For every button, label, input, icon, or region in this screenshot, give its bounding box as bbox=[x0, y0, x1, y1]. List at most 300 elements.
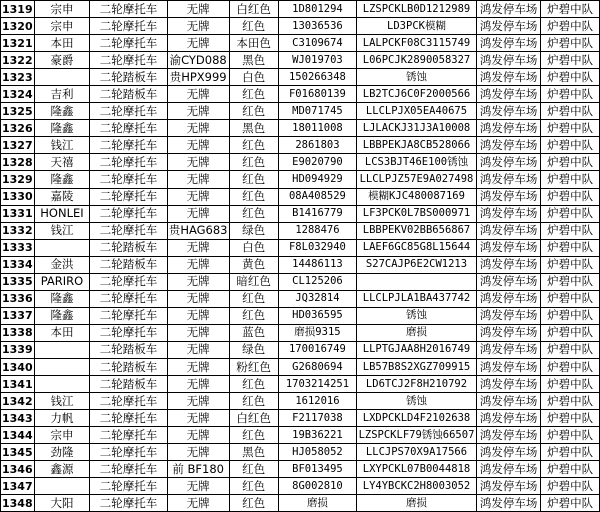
cell-row-number: 1339 bbox=[1, 341, 35, 358]
cell-parking-lot: 鸿发停车场 bbox=[476, 410, 540, 427]
cell-color: 红色 bbox=[229, 154, 278, 171]
cell-parking-lot: 鸿发停车场 bbox=[476, 495, 540, 512]
cell-plate: 无牌 bbox=[167, 171, 229, 188]
cell-brand: 钱江 bbox=[34, 137, 90, 154]
cell-engine-number: 8G002810 bbox=[278, 478, 356, 495]
cell-frame-number: LXYPCKL07B0044818 bbox=[357, 461, 477, 478]
cell-row-number: 1331 bbox=[1, 205, 35, 222]
table-row bbox=[1, 35, 600, 52]
cell-parking-lot: 鸿发停车场 bbox=[476, 120, 540, 137]
cell-color: 红色 bbox=[229, 188, 278, 205]
cell-row-number: 1346 bbox=[1, 461, 35, 478]
cell-unit: 炉碧中队 bbox=[541, 86, 600, 103]
cell-parking-lot: 鸿发停车场 bbox=[476, 222, 540, 239]
cell-engine-number: CL125206 bbox=[278, 273, 356, 290]
cell-frame-number: L06PCJK2890058327 bbox=[357, 52, 477, 69]
cell-vehicle-type: 二轮踏板车 bbox=[90, 69, 168, 86]
cell-unit: 炉碧中队 bbox=[541, 410, 600, 427]
cell-vehicle-type: 二轮摩托车 bbox=[90, 1, 168, 18]
cell-vehicle-type: 二轮摩托车 bbox=[90, 495, 168, 512]
cell-row-number: 1345 bbox=[1, 444, 35, 461]
cell-frame-number: 锈蚀 bbox=[357, 307, 477, 324]
table-row bbox=[1, 410, 600, 427]
cell-engine-number: HD094929 bbox=[278, 171, 356, 188]
cell-brand bbox=[34, 239, 90, 256]
cell-frame-number: LLCLPJX05EA40675 bbox=[357, 103, 477, 120]
cell-parking-lot: 鸿发停车场 bbox=[476, 137, 540, 154]
cell-vehicle-type: 二轮摩托车 bbox=[90, 410, 168, 427]
cell-unit: 炉碧中队 bbox=[541, 461, 600, 478]
cell-unit: 炉碧中队 bbox=[541, 154, 600, 171]
cell-color: 红色 bbox=[229, 18, 278, 35]
cell-vehicle-type: 二轮踏板车 bbox=[90, 239, 168, 256]
cell-row-number: 1323 bbox=[1, 69, 35, 86]
cell-engine-number: 1D801294 bbox=[278, 1, 356, 18]
cell-parking-lot: 鸿发停车场 bbox=[476, 427, 540, 444]
cell-engine-number: 1703214251 bbox=[278, 376, 356, 393]
cell-plate: 无牌 bbox=[167, 18, 229, 35]
cell-parking-lot: 鸿发停车场 bbox=[476, 86, 540, 103]
cell-vehicle-type: 二轮摩托车 bbox=[90, 273, 168, 290]
cell-row-number: 1342 bbox=[1, 393, 35, 410]
cell-vehicle-type: 二轮摩托车 bbox=[90, 290, 168, 307]
cell-parking-lot: 鸿发停车场 bbox=[476, 324, 540, 341]
cell-color: 黑色 bbox=[229, 52, 278, 69]
table-row bbox=[1, 205, 600, 222]
cell-brand bbox=[34, 69, 90, 86]
cell-brand: 金洪 bbox=[34, 256, 90, 273]
cell-engine-number: 1288476 bbox=[278, 222, 356, 239]
cell-color: 红色 bbox=[229, 427, 278, 444]
table-row bbox=[1, 52, 600, 69]
cell-frame-number: 锈蚀 bbox=[357, 69, 477, 86]
table-row bbox=[1, 154, 600, 171]
cell-unit: 炉碧中队 bbox=[541, 188, 600, 205]
cell-engine-number: 19B36221 bbox=[278, 427, 356, 444]
cell-plate: 无牌 bbox=[167, 239, 229, 256]
cell-parking-lot: 鸿发停车场 bbox=[476, 1, 540, 18]
cell-unit: 炉碧中队 bbox=[541, 290, 600, 307]
cell-brand: HONLEI bbox=[34, 205, 90, 222]
cell-parking-lot: 鸿发停车场 bbox=[476, 376, 540, 393]
cell-brand: PARIRO bbox=[34, 273, 90, 290]
cell-parking-lot: 鸿发停车场 bbox=[476, 103, 540, 120]
cell-row-number: 1335 bbox=[1, 273, 35, 290]
cell-plate: 前 BF180 bbox=[167, 461, 229, 478]
cell-plate: 无牌 bbox=[167, 120, 229, 137]
cell-frame-number: LXDPCKLD4F2102638 bbox=[357, 410, 477, 427]
cell-parking-lot: 鸿发停车场 bbox=[476, 35, 540, 52]
cell-vehicle-type: 二轮摩托车 bbox=[90, 307, 168, 324]
cell-plate: 无牌 bbox=[167, 137, 229, 154]
cell-plate: 无牌 bbox=[167, 35, 229, 52]
cell-color: 红色 bbox=[229, 478, 278, 495]
cell-vehicle-type: 二轮摩托车 bbox=[90, 324, 168, 341]
cell-color: 红色 bbox=[229, 290, 278, 307]
cell-color: 红色 bbox=[229, 171, 278, 188]
cell-parking-lot: 鸿发停车场 bbox=[476, 444, 540, 461]
cell-color: 蓝色 bbox=[229, 324, 278, 341]
cell-engine-number: G2680694 bbox=[278, 358, 356, 375]
table-row bbox=[1, 307, 600, 324]
cell-vehicle-type: 二轮摩托车 bbox=[90, 444, 168, 461]
cell-engine-number: E9020790 bbox=[278, 154, 356, 171]
cell-row-number: 1320 bbox=[1, 18, 35, 35]
table-row bbox=[1, 171, 600, 188]
cell-vehicle-type: 二轮踏板车 bbox=[90, 86, 168, 103]
cell-unit: 炉碧中队 bbox=[541, 18, 600, 35]
table-row bbox=[1, 358, 600, 375]
table-row bbox=[1, 495, 600, 512]
cell-frame-number: 磨损 bbox=[357, 324, 477, 341]
table-row bbox=[1, 103, 600, 120]
cell-plate: 无牌 bbox=[167, 103, 229, 120]
table-row bbox=[1, 256, 600, 273]
table-row bbox=[1, 444, 600, 461]
cell-vehicle-type: 二轮踏板车 bbox=[90, 358, 168, 375]
table-row bbox=[1, 461, 600, 478]
cell-color: 红色 bbox=[229, 86, 278, 103]
cell-brand: 吉利 bbox=[34, 86, 90, 103]
cell-vehicle-type: 二轮摩托车 bbox=[90, 137, 168, 154]
cell-parking-lot: 鸿发停车场 bbox=[476, 358, 540, 375]
cell-vehicle-type: 二轮摩托车 bbox=[90, 461, 168, 478]
cell-brand bbox=[34, 341, 90, 358]
cell-plate: 无牌 bbox=[167, 188, 229, 205]
cell-row-number: 1319 bbox=[1, 1, 35, 18]
cell-unit: 炉碧中队 bbox=[541, 358, 600, 375]
cell-parking-lot: 鸿发停车场 bbox=[476, 69, 540, 86]
cell-engine-number: 磨损 bbox=[278, 495, 356, 512]
cell-vehicle-type: 二轮摩托车 bbox=[90, 205, 168, 222]
cell-vehicle-type: 二轮摩托车 bbox=[90, 35, 168, 52]
cell-unit: 炉碧中队 bbox=[541, 69, 600, 86]
cell-color: 白红色 bbox=[229, 1, 278, 18]
cell-brand bbox=[34, 358, 90, 375]
table-row bbox=[1, 137, 600, 154]
cell-frame-number: LLPTGJAA8H2016749 bbox=[357, 341, 477, 358]
cell-plate: 无牌 bbox=[167, 205, 229, 222]
cell-row-number: 1347 bbox=[1, 478, 35, 495]
cell-row-number: 1344 bbox=[1, 427, 35, 444]
cell-unit: 炉碧中队 bbox=[541, 205, 600, 222]
cell-unit: 炉碧中队 bbox=[541, 273, 600, 290]
cell-engine-number: BF013495 bbox=[278, 461, 356, 478]
cell-brand: 力帆 bbox=[34, 410, 90, 427]
cell-parking-lot: 鸿发停车场 bbox=[476, 154, 540, 171]
cell-brand: 鑫源 bbox=[34, 461, 90, 478]
cell-plate: 无牌 bbox=[167, 444, 229, 461]
cell-frame-number: S27CAJP6E2CW1213 bbox=[357, 256, 477, 273]
cell-brand: 宗申 bbox=[34, 1, 90, 18]
cell-vehicle-type: 二轮摩托车 bbox=[90, 18, 168, 35]
cell-color: 黑色 bbox=[229, 444, 278, 461]
cell-frame-number: LZSPCKLF79锈蚀66507 bbox=[357, 427, 477, 444]
cell-frame-number: LZSPCKLB0D1212989 bbox=[357, 1, 477, 18]
cell-engine-number: 磨损9315 bbox=[278, 324, 356, 341]
cell-engine-number: B1416779 bbox=[278, 205, 356, 222]
cell-vehicle-type: 二轮摩托车 bbox=[90, 154, 168, 171]
cell-row-number: 1326 bbox=[1, 120, 35, 137]
cell-unit: 炉碧中队 bbox=[541, 376, 600, 393]
table-row bbox=[1, 324, 600, 341]
cell-frame-number: LY4YBCKC2H8003052 bbox=[357, 478, 477, 495]
cell-brand: 隆鑫 bbox=[34, 120, 90, 137]
cell-plate: 贵HPX999 bbox=[167, 69, 229, 86]
cell-parking-lot: 鸿发停车场 bbox=[476, 273, 540, 290]
cell-brand: 隆鑫 bbox=[34, 103, 90, 120]
cell-color: 红色 bbox=[229, 393, 278, 410]
table-row bbox=[1, 120, 600, 137]
cell-engine-number: 1612016 bbox=[278, 393, 356, 410]
cell-row-number: 1321 bbox=[1, 35, 35, 52]
cell-engine-number: HJ058052 bbox=[278, 444, 356, 461]
cell-brand bbox=[34, 478, 90, 495]
cell-engine-number: C3109674 bbox=[278, 35, 356, 52]
cell-parking-lot: 鸿发停车场 bbox=[476, 239, 540, 256]
cell-vehicle-type: 二轮摩托车 bbox=[90, 222, 168, 239]
cell-row-number: 1334 bbox=[1, 256, 35, 273]
table-row bbox=[1, 290, 600, 307]
cell-frame-number: LLCLPJLA1BA437742 bbox=[357, 290, 477, 307]
cell-parking-lot: 鸿发停车场 bbox=[476, 188, 540, 205]
cell-vehicle-type: 二轮踏板车 bbox=[90, 376, 168, 393]
table-row bbox=[1, 341, 600, 358]
cell-plate: 无牌 bbox=[167, 478, 229, 495]
cell-color: 黑色 bbox=[229, 120, 278, 137]
cell-engine-number: MD071745 bbox=[278, 103, 356, 120]
table-row bbox=[1, 427, 600, 444]
cell-unit: 炉碧中队 bbox=[541, 444, 600, 461]
cell-frame-number: LALPCKF08C3115749 bbox=[357, 35, 477, 52]
cell-row-number: 1340 bbox=[1, 358, 35, 375]
cell-frame-number: LCS3BJT46E100锈蚀 bbox=[357, 154, 477, 171]
cell-brand bbox=[34, 376, 90, 393]
cell-parking-lot: 鸿发停车场 bbox=[476, 18, 540, 35]
cell-unit: 炉碧中队 bbox=[541, 427, 600, 444]
cell-unit: 炉碧中队 bbox=[541, 35, 600, 52]
cell-plate: 渝CYD088 bbox=[167, 52, 229, 69]
cell-unit: 炉碧中队 bbox=[541, 103, 600, 120]
cell-brand: 天禧 bbox=[34, 154, 90, 171]
cell-row-number: 1332 bbox=[1, 222, 35, 239]
cell-frame-number: LD6TCJ2F8H210792 bbox=[357, 376, 477, 393]
cell-vehicle-type: 二轮摩托车 bbox=[90, 188, 168, 205]
cell-color: 黄色 bbox=[229, 256, 278, 273]
cell-plate: 无牌 bbox=[167, 256, 229, 273]
cell-frame-number: LB57B8S2XGZ709915 bbox=[357, 358, 477, 375]
cell-row-number: 1348 bbox=[1, 495, 35, 512]
cell-frame-number: LBBPEKV02BB656867 bbox=[357, 222, 477, 239]
cell-brand: 宗申 bbox=[34, 18, 90, 35]
cell-plate: 无牌 bbox=[167, 307, 229, 324]
cell-color: 本田色 bbox=[229, 35, 278, 52]
cell-frame-number: LD3PCK模糊 bbox=[357, 18, 477, 35]
cell-brand: 宗申 bbox=[34, 427, 90, 444]
cell-plate: 无牌 bbox=[167, 1, 229, 18]
cell-engine-number: F2117038 bbox=[278, 410, 356, 427]
cell-row-number: 1336 bbox=[1, 290, 35, 307]
cell-unit: 炉碧中队 bbox=[541, 137, 600, 154]
cell-row-number: 1330 bbox=[1, 188, 35, 205]
cell-row-number: 1328 bbox=[1, 154, 35, 171]
table-row bbox=[1, 69, 600, 86]
cell-brand: 钱江 bbox=[34, 222, 90, 239]
cell-row-number: 1327 bbox=[1, 137, 35, 154]
cell-unit: 炉碧中队 bbox=[541, 341, 600, 358]
cell-frame-number: LAEF6GC85G8L15644 bbox=[357, 239, 477, 256]
cell-plate: 无牌 bbox=[167, 154, 229, 171]
table-row bbox=[1, 478, 600, 495]
cell-vehicle-type: 二轮摩托车 bbox=[90, 52, 168, 69]
cell-brand: 劲隆 bbox=[34, 444, 90, 461]
cell-frame-number: LJLACKJ31J3A10008 bbox=[357, 120, 477, 137]
cell-color: 红色 bbox=[229, 495, 278, 512]
table-row bbox=[1, 273, 600, 290]
cell-row-number: 1337 bbox=[1, 307, 35, 324]
cell-row-number: 1333 bbox=[1, 239, 35, 256]
cell-vehicle-type: 二轮摩托车 bbox=[90, 478, 168, 495]
cell-brand: 本田 bbox=[34, 324, 90, 341]
table-row bbox=[1, 86, 600, 103]
cell-engine-number: HD036595 bbox=[278, 307, 356, 324]
cell-row-number: 1338 bbox=[1, 324, 35, 341]
cell-vehicle-type: 二轮摩托车 bbox=[90, 120, 168, 137]
cell-plate: 无牌 bbox=[167, 324, 229, 341]
cell-vehicle-type: 二轮摩托车 bbox=[90, 171, 168, 188]
table-row bbox=[1, 376, 600, 393]
cell-parking-lot: 鸿发停车场 bbox=[476, 52, 540, 69]
cell-parking-lot: 鸿发停车场 bbox=[476, 341, 540, 358]
cell-unit: 炉碧中队 bbox=[541, 324, 600, 341]
cell-engine-number: F8L032940 bbox=[278, 239, 356, 256]
cell-color: 红色 bbox=[229, 376, 278, 393]
cell-row-number: 1322 bbox=[1, 52, 35, 69]
cell-vehicle-type: 二轮踏板车 bbox=[90, 256, 168, 273]
cell-frame-number: LLCJPS70X9A17566 bbox=[357, 444, 477, 461]
cell-unit: 炉碧中队 bbox=[541, 120, 600, 137]
cell-color: 白红色 bbox=[229, 410, 278, 427]
cell-color: 红色 bbox=[229, 461, 278, 478]
cell-frame-number: 磨损 bbox=[357, 495, 477, 512]
cell-frame-number bbox=[357, 273, 477, 290]
cell-brand: 豪爵 bbox=[34, 52, 90, 69]
cell-plate: 无牌 bbox=[167, 393, 229, 410]
cell-brand: 嘉陵 bbox=[34, 188, 90, 205]
cell-parking-lot: 鸿发停车场 bbox=[476, 205, 540, 222]
cell-parking-lot: 鸿发停车场 bbox=[476, 393, 540, 410]
cell-vehicle-type: 二轮摩托车 bbox=[90, 103, 168, 120]
table-row bbox=[1, 1, 600, 18]
cell-unit: 炉碧中队 bbox=[541, 256, 600, 273]
cell-frame-number: LLCLPJZ57E9A027498 bbox=[357, 171, 477, 188]
cell-engine-number: 18011008 bbox=[278, 120, 356, 137]
cell-frame-number: LF3PCK0L7BS000971 bbox=[357, 205, 477, 222]
cell-unit: 炉碧中队 bbox=[541, 52, 600, 69]
cell-unit: 炉碧中队 bbox=[541, 495, 600, 512]
cell-plate: 无牌 bbox=[167, 86, 229, 103]
cell-engine-number: JQ32814 bbox=[278, 290, 356, 307]
cell-brand: 钱江 bbox=[34, 393, 90, 410]
cell-unit: 炉碧中队 bbox=[541, 478, 600, 495]
cell-plate: 无牌 bbox=[167, 273, 229, 290]
cell-plate: 无牌 bbox=[167, 495, 229, 512]
cell-engine-number: 14486113 bbox=[278, 256, 356, 273]
cell-color: 白色 bbox=[229, 69, 278, 86]
cell-color: 红色 bbox=[229, 205, 278, 222]
cell-color: 红色 bbox=[229, 103, 278, 120]
cell-engine-number: WJ019703 bbox=[278, 52, 356, 69]
cell-plate: 贵HAG683 bbox=[167, 222, 229, 239]
cell-plate: 无牌 bbox=[167, 376, 229, 393]
cell-frame-number: LBBPEKJA8CB528066 bbox=[357, 137, 477, 154]
cell-row-number: 1325 bbox=[1, 103, 35, 120]
cell-engine-number: 2861803 bbox=[278, 137, 356, 154]
cell-row-number: 1341 bbox=[1, 376, 35, 393]
cell-color: 粉红色 bbox=[229, 358, 278, 375]
cell-frame-number: 锈蚀 bbox=[357, 393, 477, 410]
cell-unit: 炉碧中队 bbox=[541, 239, 600, 256]
cell-frame-number: LB2TCJ6C0F2000566 bbox=[357, 86, 477, 103]
cell-plate: 无牌 bbox=[167, 427, 229, 444]
cell-row-number: 1343 bbox=[1, 410, 35, 427]
cell-plate: 无牌 bbox=[167, 290, 229, 307]
table-row bbox=[1, 239, 600, 256]
cell-engine-number: 170016749 bbox=[278, 341, 356, 358]
cell-engine-number: F01680139 bbox=[278, 86, 356, 103]
cell-brand: 本田 bbox=[34, 35, 90, 52]
cell-vehicle-type: 二轮踏板车 bbox=[90, 341, 168, 358]
table-body bbox=[1, 1, 600, 512]
cell-color: 红色 bbox=[229, 137, 278, 154]
cell-row-number: 1324 bbox=[1, 86, 35, 103]
cell-engine-number: 08A408529 bbox=[278, 188, 356, 205]
table-row bbox=[1, 222, 600, 239]
cell-parking-lot: 鸿发停车场 bbox=[476, 478, 540, 495]
cell-vehicle-type: 二轮摩托车 bbox=[90, 427, 168, 444]
cell-plate: 无牌 bbox=[167, 410, 229, 427]
cell-row-number: 1329 bbox=[1, 171, 35, 188]
cell-unit: 炉碧中队 bbox=[541, 1, 600, 18]
cell-unit: 炉碧中队 bbox=[541, 393, 600, 410]
cell-brand: 隆鑫 bbox=[34, 307, 90, 324]
cell-vehicle-type: 二轮摩托车 bbox=[90, 393, 168, 410]
cell-plate: 无牌 bbox=[167, 341, 229, 358]
table-row bbox=[1, 393, 600, 410]
cell-frame-number: 模糊KJC480087169 bbox=[357, 188, 477, 205]
cell-unit: 炉碧中队 bbox=[541, 222, 600, 239]
cell-brand: 隆鑫 bbox=[34, 171, 90, 188]
cell-brand: 隆鑫 bbox=[34, 290, 90, 307]
cell-plate: 无牌 bbox=[167, 358, 229, 375]
cell-parking-lot: 鸿发停车场 bbox=[476, 290, 540, 307]
cell-unit: 炉碧中队 bbox=[541, 171, 600, 188]
cell-parking-lot: 鸿发停车场 bbox=[476, 171, 540, 188]
cell-engine-number: 150266348 bbox=[278, 69, 356, 86]
cell-parking-lot: 鸿发停车场 bbox=[476, 256, 540, 273]
cell-color: 暗红色 bbox=[229, 273, 278, 290]
cell-parking-lot: 鸿发停车场 bbox=[476, 307, 540, 324]
table-row bbox=[1, 188, 600, 205]
cell-color: 绿色 bbox=[229, 222, 278, 239]
cell-unit: 炉碧中队 bbox=[541, 307, 600, 324]
table-row bbox=[1, 18, 600, 35]
cell-brand: 大阳 bbox=[34, 495, 90, 512]
cell-parking-lot: 鸿发停车场 bbox=[476, 461, 540, 478]
cell-color: 绿色 bbox=[229, 341, 278, 358]
cell-color: 红色 bbox=[229, 307, 278, 324]
cell-engine-number: 13036536 bbox=[278, 18, 356, 35]
